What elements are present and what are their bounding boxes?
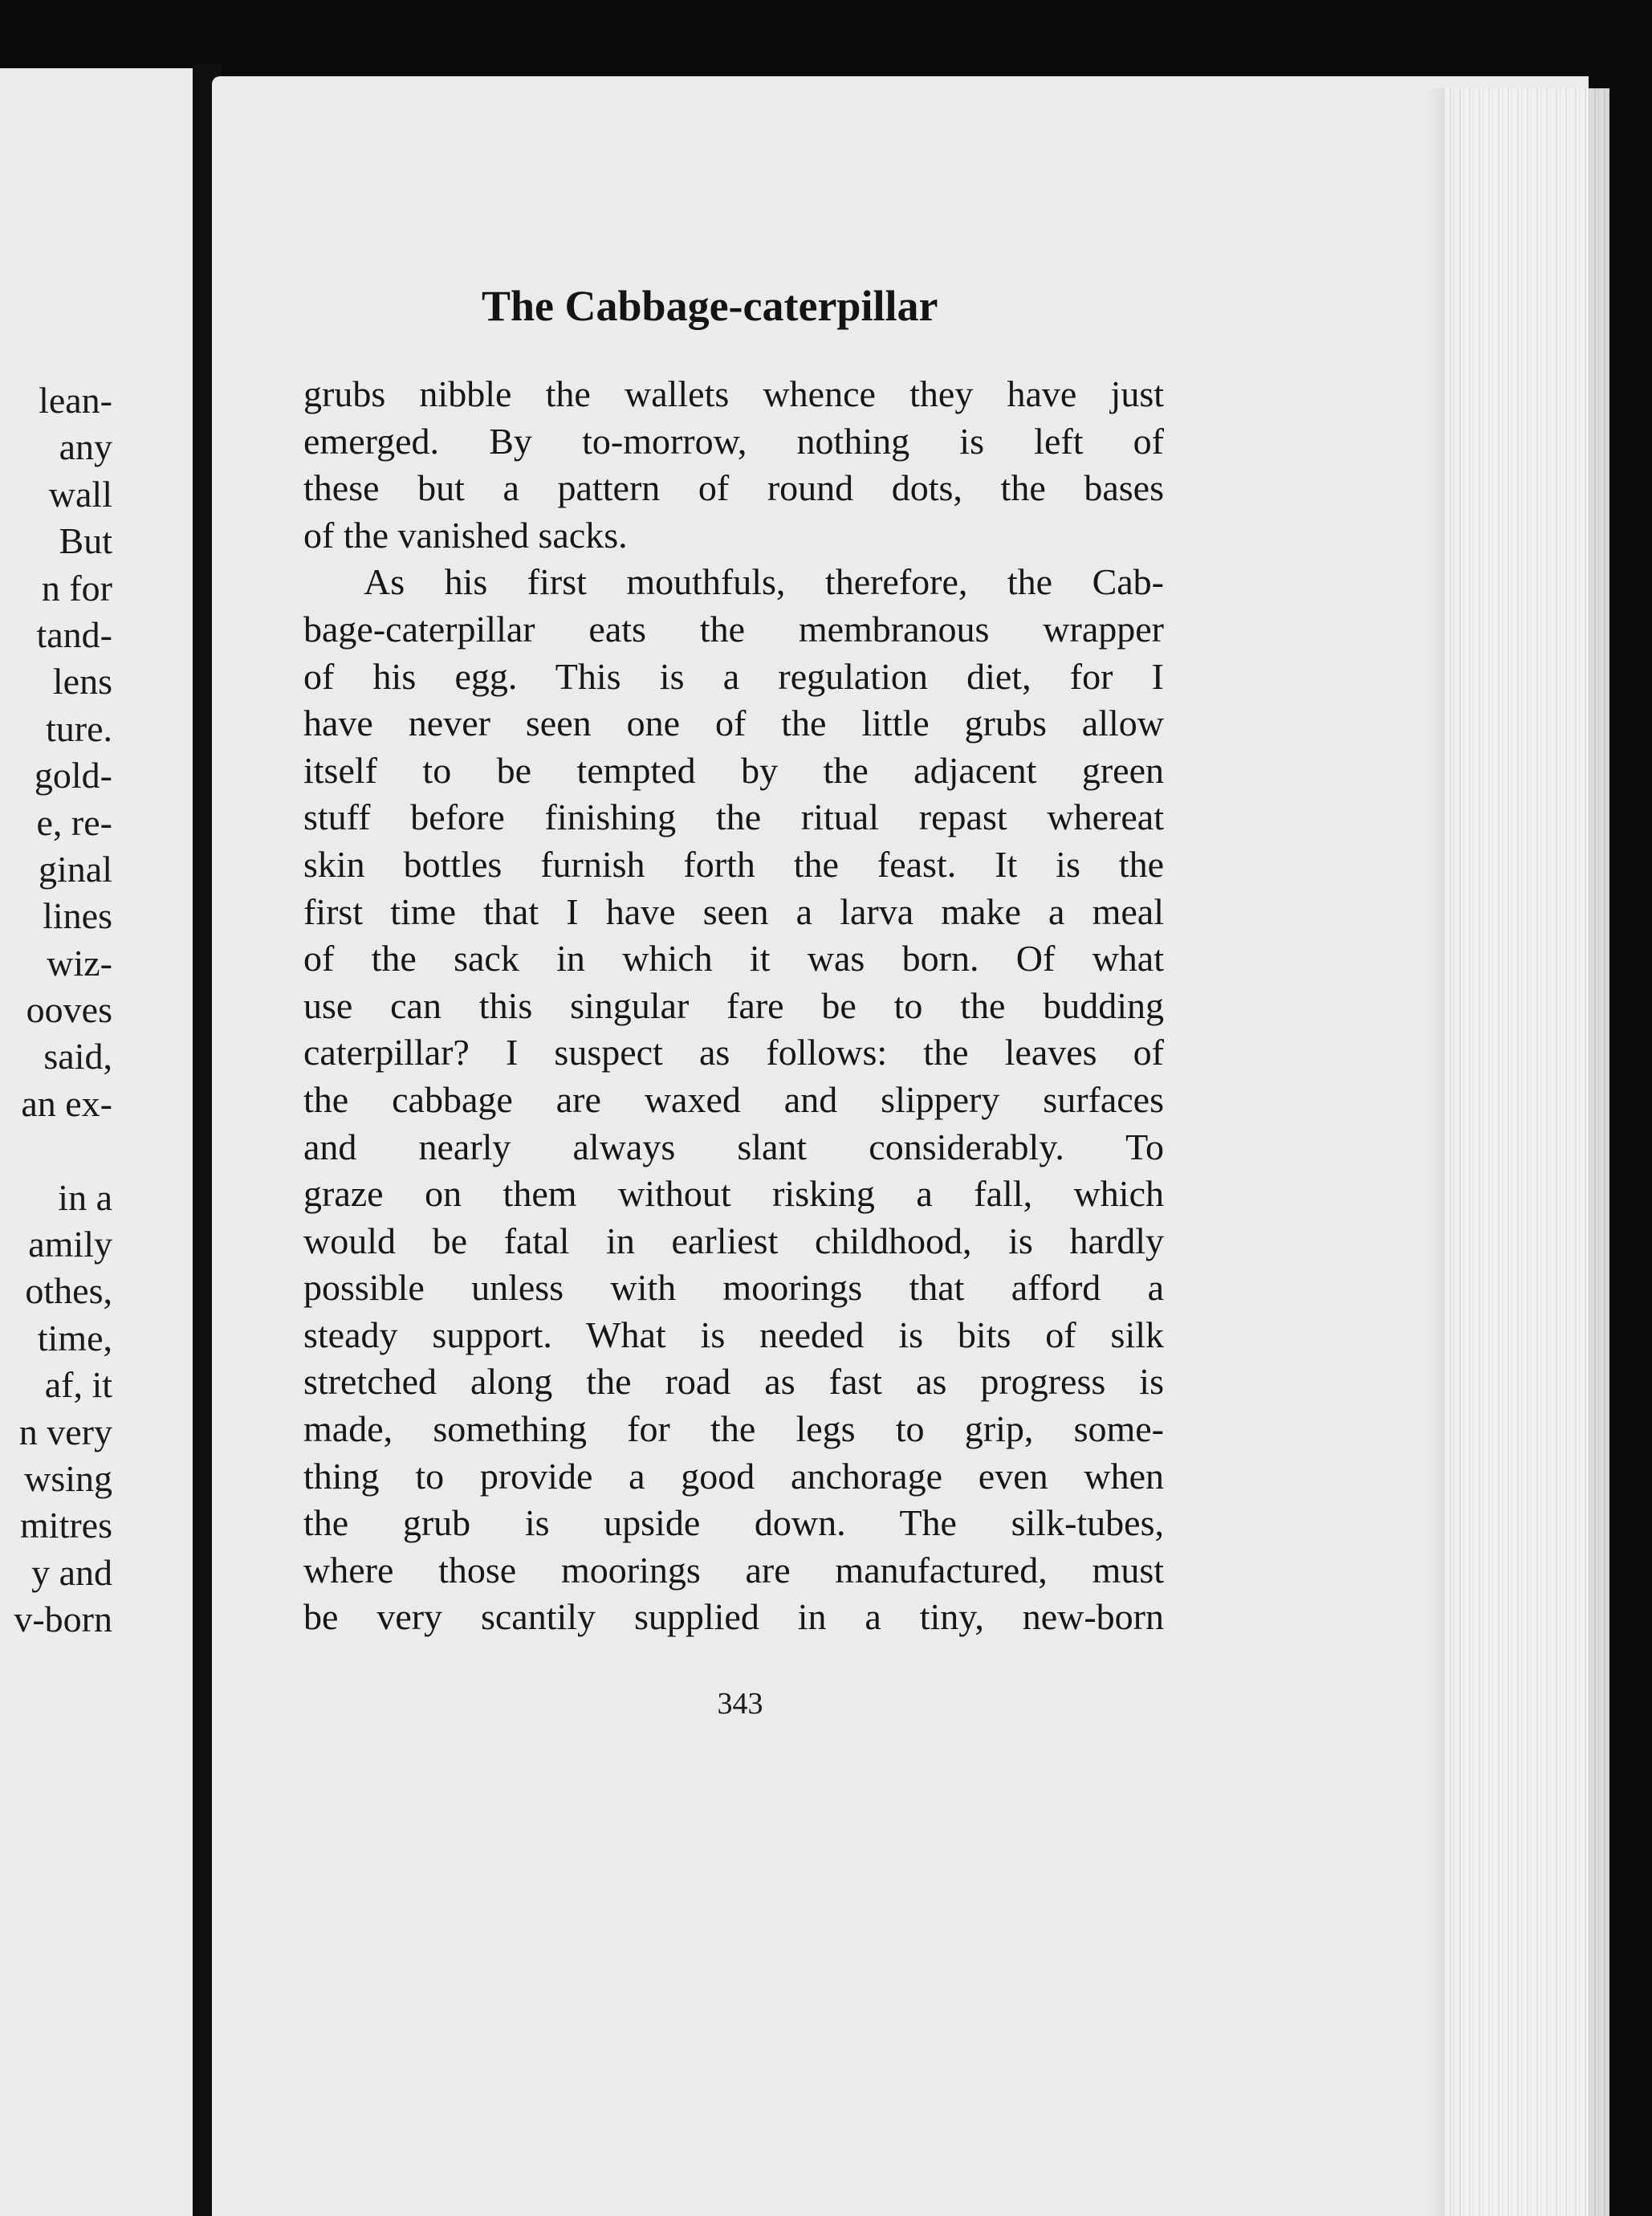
- text-line: the cabbage are waxed and slippery surfaces: [303, 1078, 1164, 1120]
- text-line: ture.: [45, 707, 112, 749]
- text-line: graze on them without risking a fall, which: [303, 1173, 1164, 1215]
- text-line: n for: [41, 567, 112, 609]
- text-line: skin bottles furnish forth the feast. It is the: [303, 843, 1164, 885]
- previous-page-text: [0, 377, 112, 1644]
- text-line: amily: [28, 1224, 112, 1265]
- text-line: wiz-: [47, 942, 112, 984]
- text-line: gold-: [34, 755, 112, 796]
- text-line: an ex-: [21, 1082, 112, 1124]
- text-line: e, re-: [36, 801, 112, 843]
- text-line: ginal: [39, 848, 112, 890]
- text-line: v-born: [14, 1599, 112, 1640]
- page-number: 343: [717, 1687, 763, 1721]
- text-line: of the sack in which it was born. Of what: [303, 938, 1164, 980]
- text-line: As his first mouthfuls, therefore, the Cab-: [364, 561, 1164, 603]
- text-line: steady support. What is needed is bits of silk: [303, 1314, 1164, 1355]
- text-line: wall: [48, 473, 112, 515]
- page-body-text: [303, 371, 1164, 1641]
- text-line: in a: [58, 1176, 112, 1218]
- text-line: be very scantily supplied in a tiny, new-born: [303, 1596, 1164, 1638]
- text-line: first time that I have seen a larva make a meal: [303, 890, 1164, 932]
- text-line: bage-caterpillar eats the membranous wrapper: [303, 608, 1164, 650]
- text-line: any: [59, 426, 112, 468]
- text-line: y and: [31, 1551, 112, 1593]
- text-line: where those moorings are manufactured, must: [303, 1549, 1164, 1591]
- text-line: grubs nibble the wallets whence they have just: [303, 373, 1164, 414]
- text-line: stretched along the road as fast as progress is: [303, 1361, 1164, 1403]
- text-line: these but a pattern of round dots, the bases: [303, 467, 1164, 509]
- text-line: lines: [43, 895, 112, 937]
- text-line: would be fatal in earliest childhood, is hardly: [303, 1220, 1164, 1261]
- text-line: said,: [43, 1036, 112, 1077]
- text-line: of his egg. This is a regulation diet, for I: [303, 655, 1164, 697]
- text-line: lens: [52, 661, 112, 703]
- text-line: made, something for the legs to grip, some-: [303, 1408, 1164, 1450]
- text-line: possible unless with moorings that afford a: [303, 1267, 1164, 1309]
- text-line: [0, 1127, 112, 1174]
- text-line: emerged. By to-morrow, nothing is left of: [303, 420, 1164, 462]
- text-line: use can this singular fare be to the budding: [303, 984, 1164, 1026]
- text-line: thing to provide a good anchorage even when: [303, 1455, 1164, 1497]
- running-title: The Cabbage-caterpillar: [482, 282, 938, 330]
- page-block-edges: [1445, 88, 1609, 2216]
- text-line: tand-: [36, 613, 112, 655]
- text-line: ooves: [26, 989, 112, 1031]
- previous-page: [0, 68, 193, 2216]
- text-line: mitres: [20, 1505, 112, 1546]
- text-line: stuff before finishing the ritual repast whereat: [303, 796, 1164, 838]
- text-line: time,: [37, 1317, 112, 1359]
- text-line: lean-: [39, 380, 112, 421]
- text-line: othes,: [25, 1270, 112, 1312]
- text-line: itself to be tempted by the adjacent green: [303, 749, 1164, 791]
- text-line: and nearly always slant considerably. To: [303, 1126, 1164, 1167]
- text-line: of the vanished sacks.: [303, 514, 628, 556]
- text-line: have never seen one of the little grubs allow: [303, 703, 1164, 744]
- text-line: af, it: [44, 1364, 112, 1406]
- text-line: caterpillar? I suspect as follows: the leaves of: [303, 1032, 1164, 1073]
- text-line: the grub is upside down. The silk-tubes,: [303, 1502, 1164, 1544]
- text-line: n very: [18, 1411, 112, 1452]
- text-line: wsing: [24, 1457, 112, 1499]
- text-line: But: [59, 520, 112, 562]
